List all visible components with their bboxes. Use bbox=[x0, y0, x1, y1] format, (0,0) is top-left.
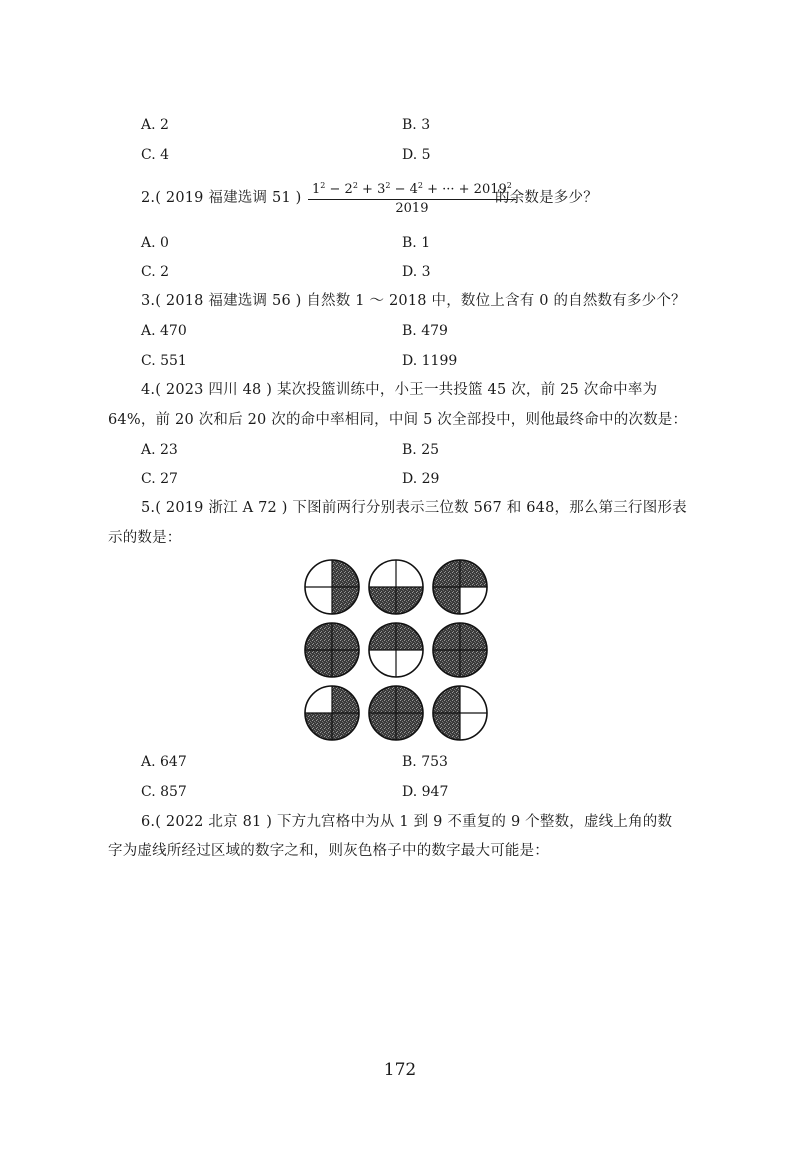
figure-circle bbox=[433, 686, 487, 740]
page-number: 172 bbox=[383, 1060, 417, 1080]
q5-option-d: D. 947 bbox=[402, 784, 449, 800]
q4-line-2: 64%，前 20 次和后 20 次的命中率相同，中间 5 次全部投中，则他最终命中的次数是： bbox=[108, 412, 688, 428]
q1-option-c: C. 4 bbox=[141, 147, 170, 163]
q5-option-a: A. 647 bbox=[141, 754, 187, 770]
figure-circle bbox=[305, 560, 359, 614]
q2-option-d: D. 3 bbox=[402, 264, 431, 280]
q3-option-a: A. 470 bbox=[141, 323, 187, 339]
q1-option-b: B. 3 bbox=[402, 117, 431, 133]
q5-option-b: B. 753 bbox=[402, 754, 448, 770]
q5-line-2: 示的数是： bbox=[108, 530, 182, 546]
figure-circle bbox=[369, 686, 423, 740]
q3-option-c: C. 551 bbox=[141, 353, 187, 369]
q1-option-d: D. 5 bbox=[402, 147, 431, 163]
figure-circle bbox=[433, 560, 487, 614]
q6-line-1: 6.( 2022 北京 81 ) 下方九宫格中为从 1 到 9 不重复的 9 个整数，虚线上角的数 bbox=[141, 814, 673, 830]
q2-denominator: 2019 bbox=[395, 201, 429, 216]
q2-fraction bbox=[308, 177, 516, 218]
q3-text: 3.( 2018 福建选调 56 ) 自然数 1 ～ 2018 中，数位上含有 0 的自然数有多少个？ bbox=[141, 293, 686, 309]
q4-option-b: B. 25 bbox=[402, 442, 440, 458]
q5-option-c: C. 857 bbox=[141, 784, 187, 800]
figure-circle bbox=[369, 560, 423, 614]
figure-circle bbox=[369, 623, 423, 677]
figure-circle bbox=[433, 623, 487, 677]
figure-circle bbox=[305, 686, 359, 740]
q2-prefix: 2.( 2019 福建选调 51 ) bbox=[141, 190, 302, 206]
q6-line-2: 字为虚线所经过区域的数字之和，则灰色格子中的数字最大可能是： bbox=[108, 843, 549, 859]
q5-line-1: 5.( 2019 浙江 A 72 ) 下图前两行分别表示三位数 567 和 648，那么第三行图形表 bbox=[141, 500, 687, 516]
q4-line-1: 4.( 2023 四川 48 ) 某次投篮训练中，小王一共投篮 45 次，前 25 次命中率为 bbox=[141, 382, 658, 398]
circle-figure bbox=[300, 556, 510, 746]
q2-suffix: 的余数是多少？ bbox=[495, 190, 598, 206]
q2-option-a: A. 0 bbox=[141, 235, 169, 251]
q2-numerator: $1^2 - 2^2 + 3^2 - 4^2$ + ··· + $2019^2$ bbox=[312, 181, 512, 197]
q2-option-b: B. 1 bbox=[402, 235, 431, 251]
q4-option-d: D. 29 bbox=[402, 471, 440, 487]
q3-option-b: B. 479 bbox=[402, 323, 448, 339]
q4-option-a: A. 23 bbox=[141, 442, 178, 458]
q4-option-c: C. 27 bbox=[141, 471, 178, 487]
q2-option-c: C. 2 bbox=[141, 264, 170, 280]
q1-option-a: A. 2 bbox=[141, 117, 169, 133]
q3-option-d: D. 1199 bbox=[402, 353, 458, 369]
figure-circle bbox=[305, 623, 359, 677]
